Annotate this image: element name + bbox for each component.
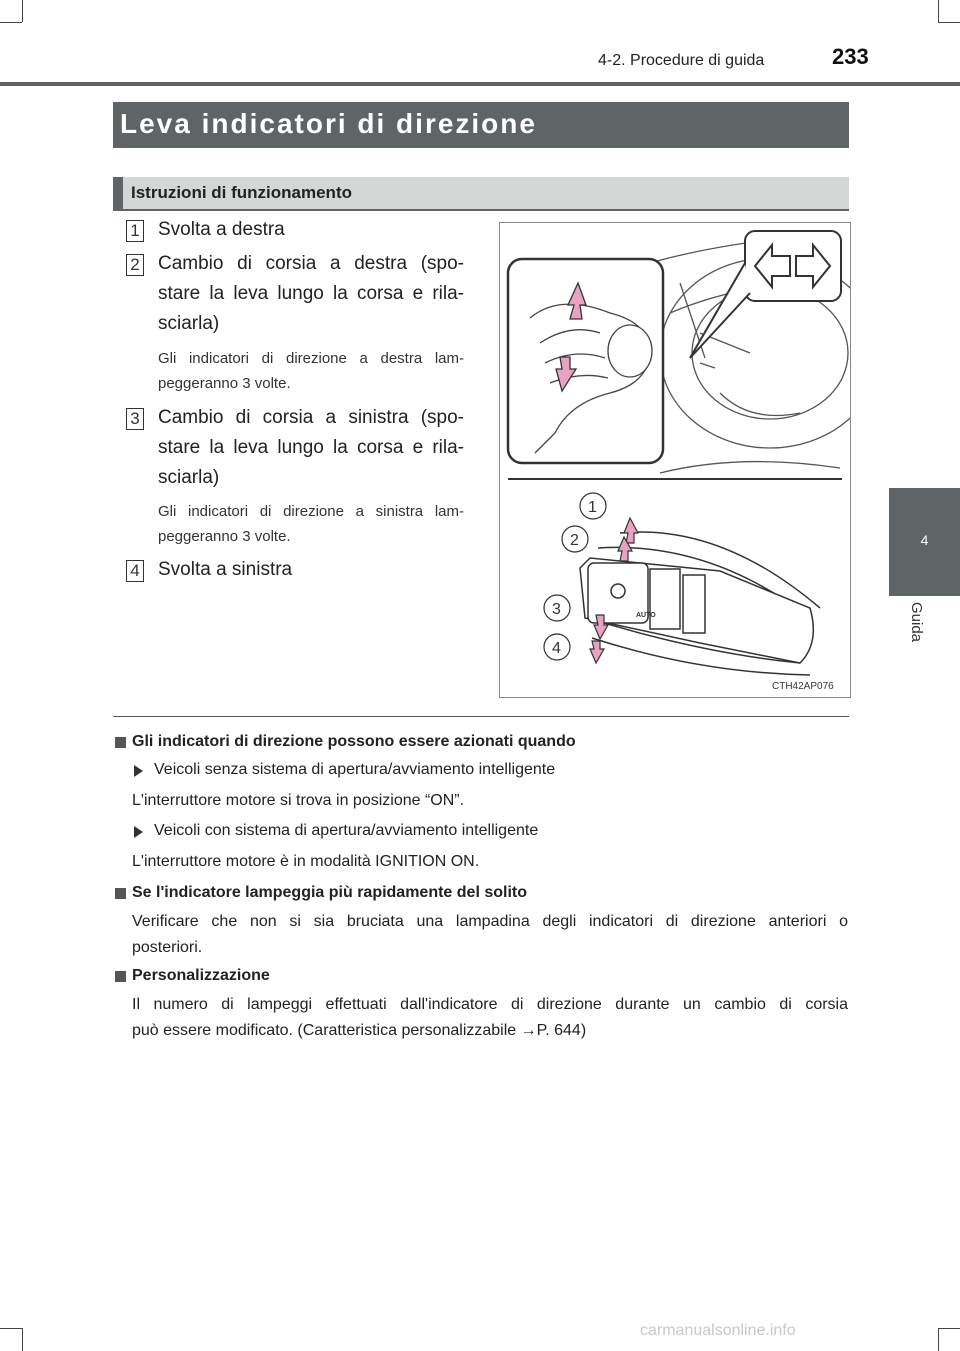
section-square-icon [115,737,126,748]
crop-mark [938,1328,960,1329]
note-line: posteriori. [132,939,203,956]
note-heading: Gli indicatori di direzione possono essere azionati quando [132,733,576,750]
item-line: stare la leva lungo la corsa e rila- [158,437,464,458]
note-text: L'interruttore motore è in modalità IGNITION ON. [132,853,480,870]
crop-mark [938,1328,939,1351]
chapter-number: 4 [920,532,929,548]
note-line: Gli indicatori di direzione a sinistra lam- [158,503,464,520]
note-line: Gli indicatori di direzione a destra lam- [158,350,464,367]
note-paragraph [132,909,848,961]
page-title: Leva indicatori di direzione [120,108,537,139]
crop-mark [938,0,939,22]
crop-mark [22,1328,23,1351]
auto-label: AUTO [636,612,656,619]
item-line: Svolta a sinistra [158,559,293,580]
item-number-badge: 2 [126,254,144,276]
callout-1: 1 [588,499,597,516]
bullet-arrow-icon [134,765,143,777]
crop-mark [22,0,23,22]
callout-2: 2 [570,532,579,549]
figure-code: CTH42AP076 [772,681,834,692]
position-4-arrow [590,641,604,663]
item-line: Cambio di corsia a sinistra (spo- [158,407,464,428]
item-number-badge: 1 [126,220,144,242]
note-line: peggeranno 3 volte. [158,528,291,545]
item-note [158,346,464,396]
note-bullet: Veicoli senza sistema di apertura/avviamento intelligente [154,761,556,778]
note-line: Il numero di lampeggi effettuati dall'indicatore di direzione durante un cambio di corsia [132,996,848,1013]
item-line: Cambio di corsia a destra (spo- [158,253,464,274]
item-line: stare la leva lungo la corsa e rila- [158,283,464,304]
item-line: sciarla) [158,313,220,334]
position-1-arrow [624,518,638,543]
section-square-icon [115,971,126,982]
note-line: può essere modificato. (Caratteristica personalizzabile →P. 644) [132,1022,587,1039]
note-bullet: Veicoli con sistema di apertura/avviamento intelligente [154,822,539,839]
bullet-arrow-icon [134,826,143,838]
item-note [158,499,464,549]
item-text [158,249,464,339]
note-paragraph [132,992,848,1044]
header-rule [0,82,960,86]
page-number: 233 [832,44,869,69]
chapter-label [909,602,929,662]
crop-mark [0,22,22,23]
item-line: Svolta a destra [158,219,285,240]
note-line: peggeranno 3 volte. [158,375,291,392]
note-heading: Se l'indicatore lampeggia più rapidamente del solito [132,884,527,901]
note-heading: Personalizzazione [132,967,270,984]
crop-mark [938,22,960,23]
item-text [158,555,464,585]
chapter-label-text: Guida [908,602,925,643]
section-square-icon [115,888,126,899]
turn-signal-figure [499,222,851,698]
section-label: 4-2. Procedure di guida [598,52,765,69]
item-text [158,403,464,493]
callout-3: 3 [552,601,561,618]
figure-illustration [500,223,850,697]
note-text: L'interruttore motore si trova in posizione “ON”. [132,792,465,809]
watermark: carmanualsonline.info [640,1322,796,1339]
section-divider [113,716,849,717]
item-number-badge: 3 [126,408,144,430]
subsection-title: Istruzioni di funzionamento [131,183,352,202]
subsection-marker [113,177,123,211]
lever-diagram [580,532,820,675]
note-line: Verificare che non si sia bruciata una lampadina degli indicatori di direzione anteriori o [132,913,848,930]
callout-4: 4 [552,640,561,657]
item-number-badge: 4 [126,560,144,582]
item-line: sciarla) [158,467,220,488]
crop-mark [0,1328,22,1329]
item-text [158,215,464,245]
